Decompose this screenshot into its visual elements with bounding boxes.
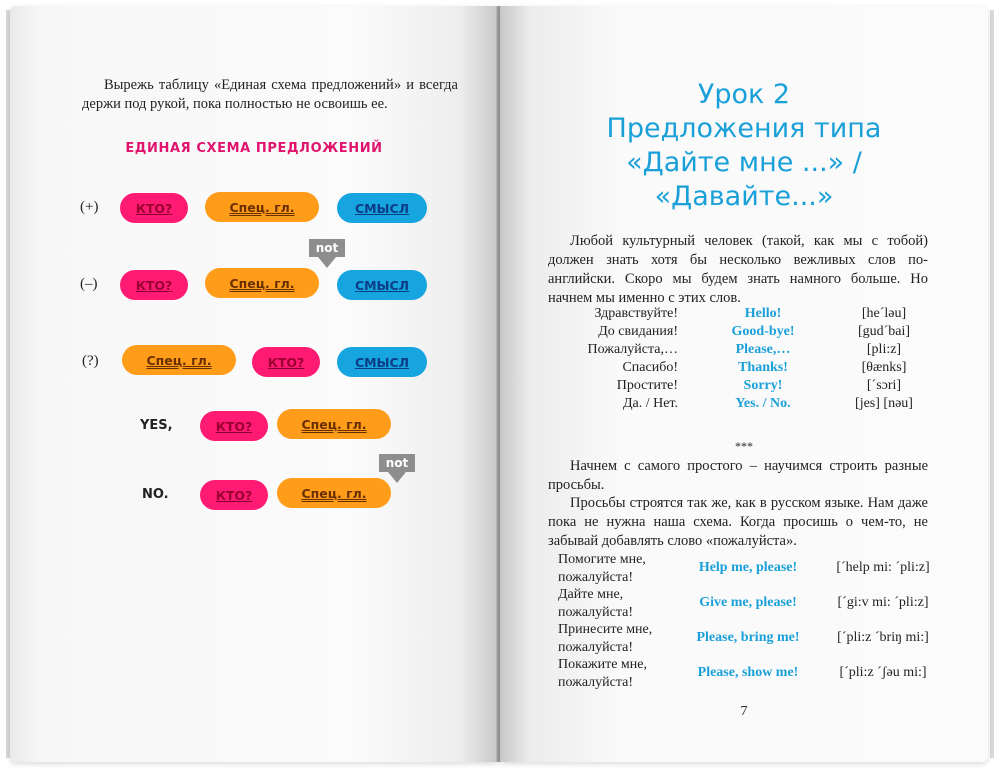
vocab-en: Yes. / No. bbox=[735, 396, 791, 411]
phrase-en: Help me, please! bbox=[698, 560, 798, 575]
pill-spec: Спец. гл. bbox=[205, 192, 319, 222]
page-stack-right bbox=[990, 10, 994, 758]
lesson-title-line: Предложения типа bbox=[606, 113, 882, 144]
right-page bbox=[500, 6, 988, 762]
page-number: 7 bbox=[740, 704, 748, 719]
phrase-ru bbox=[558, 551, 678, 587]
vocab-row bbox=[548, 324, 928, 342]
row-sign-minus: (–) bbox=[80, 276, 98, 292]
vocab-en: Please,… bbox=[735, 342, 791, 357]
pill-spec: Спец. гл. bbox=[122, 345, 236, 375]
scheme-title: ЕДИНАЯ СХЕМА ПРЕДЛОЖЕНИЙ bbox=[125, 141, 383, 156]
pill-kto: КТО? bbox=[200, 411, 268, 441]
phrase-ru-line: пожалуйста! bbox=[558, 675, 634, 690]
paragraph-intro: Любой культурный человек (такой, как мы с тобой) должен знать хотя бы несколько вежливых слов по-английски. Скоро мы будем знать намного больше. Но начнем мы именно с этих слов. bbox=[548, 233, 928, 306]
row-word-no: NO. bbox=[142, 487, 169, 502]
phrase-ru-line: Покажите мне, bbox=[558, 657, 647, 672]
vocab-transcription: [jes] [nəu] bbox=[855, 396, 913, 411]
phrase-transcription: [´pli:z ´ʃəu mi:] bbox=[839, 665, 927, 680]
phrase-ru-line: Помогите мне, bbox=[558, 552, 646, 567]
pill-kto: КТО? bbox=[120, 270, 188, 300]
pill-kto: КТО? bbox=[252, 347, 320, 377]
vocab-ru: До свидания! bbox=[598, 324, 678, 339]
vocab-en: Thanks! bbox=[738, 360, 788, 375]
phrase-en: Give me, please! bbox=[699, 595, 797, 610]
vocab-row bbox=[548, 360, 928, 378]
vocab-row bbox=[548, 342, 928, 360]
pill-kto: КТО? bbox=[200, 480, 268, 510]
section-separator: *** bbox=[735, 439, 753, 453]
lesson-title bbox=[500, 78, 988, 214]
row-sign-plus: (+) bbox=[80, 199, 99, 215]
phrase-transcription: [´gi:v mi: ´pli:z] bbox=[837, 595, 929, 610]
vocab-ru: Да. / Нет. bbox=[622, 396, 678, 411]
pill-kto: КТО? bbox=[120, 193, 188, 223]
not-marker: not bbox=[309, 239, 345, 257]
not-arrow-icon bbox=[388, 472, 406, 483]
phrase-ru-line: пожалуйста! bbox=[558, 640, 634, 655]
vocab-en: Good-bye! bbox=[731, 324, 795, 339]
phrase-en: Please, show me! bbox=[697, 665, 799, 680]
vocab-row bbox=[548, 378, 928, 396]
phrase-ru-line: Дайте мне, bbox=[558, 587, 624, 602]
phrase-ru bbox=[558, 586, 678, 622]
phrase-ru-line: пожалуйста! bbox=[558, 570, 634, 585]
vocab-row bbox=[548, 396, 928, 414]
pill-spec: Спец. гл. bbox=[205, 268, 319, 298]
phrase-row bbox=[548, 621, 938, 657]
pill-smysl: СМЫСЛ bbox=[337, 193, 427, 223]
vocab-transcription: [gud´bai] bbox=[857, 324, 911, 339]
phrase-row bbox=[548, 656, 938, 692]
vocab-en: Sorry! bbox=[743, 378, 783, 393]
paragraph-requests: Начнем с самого простого – научимся строить разные просьбы. bbox=[548, 458, 928, 493]
vocab-ru: Спасибо! bbox=[622, 360, 678, 375]
phrase-row bbox=[548, 586, 938, 622]
vocab-transcription: [pli:z] bbox=[866, 342, 902, 357]
paragraph-how: Просьбы строятся так же, как в русском языке. Нам даже пока не нужна наша схема. Когда просишь о чем-то, не забывай добавлять слово «пожалуйста». bbox=[548, 495, 928, 549]
lesson-title-line: «Дайте мне ...» / bbox=[626, 147, 862, 178]
not-marker: not bbox=[379, 454, 415, 472]
intro-text: Вырежь таблицу «Единая схема предложений» и всегда держи под рукой, пока полностью не освоишь ее. bbox=[82, 77, 458, 112]
vocab-ru: Здравствуйте! bbox=[594, 306, 678, 321]
vocab-row bbox=[548, 306, 928, 324]
phrase-ru bbox=[558, 656, 678, 692]
phrase-row bbox=[548, 551, 938, 587]
vocab-transcription: [θænks] bbox=[861, 360, 907, 375]
pill-smysl: СМЫСЛ bbox=[337, 270, 427, 300]
row-sign-question: (?) bbox=[82, 353, 99, 369]
vocab-en: Hello! bbox=[744, 306, 782, 321]
phrase-ru-line: пожалуйста! bbox=[558, 605, 634, 620]
left-page bbox=[10, 6, 498, 762]
not-arrow-icon bbox=[318, 257, 336, 268]
vocab-ru: Пожалуйста,… bbox=[587, 342, 678, 357]
phrase-ru bbox=[558, 621, 678, 657]
pill-spec: Спец. гл. bbox=[277, 478, 391, 508]
lesson-title-line: «Давайте...» bbox=[654, 181, 834, 212]
vocab-transcription: [he´ləu] bbox=[861, 306, 907, 321]
pill-spec: Спец. гл. bbox=[277, 409, 391, 439]
row-word-yes: YES, bbox=[140, 418, 173, 433]
vocab-ru: Простите! bbox=[616, 378, 678, 393]
phrase-en: Please, bring me! bbox=[696, 630, 800, 645]
phrase-ru-line: Принесите мне, bbox=[558, 622, 653, 637]
phrase-transcription: [´pli:z ´briŋ mi:] bbox=[837, 630, 929, 645]
vocab-transcription: [´sɔri] bbox=[866, 378, 902, 393]
lesson-title-line: Урок 2 bbox=[697, 79, 791, 110]
phrase-transcription: [´help mi: ´pli:z] bbox=[836, 560, 930, 575]
pill-smysl: СМЫСЛ bbox=[337, 347, 427, 377]
